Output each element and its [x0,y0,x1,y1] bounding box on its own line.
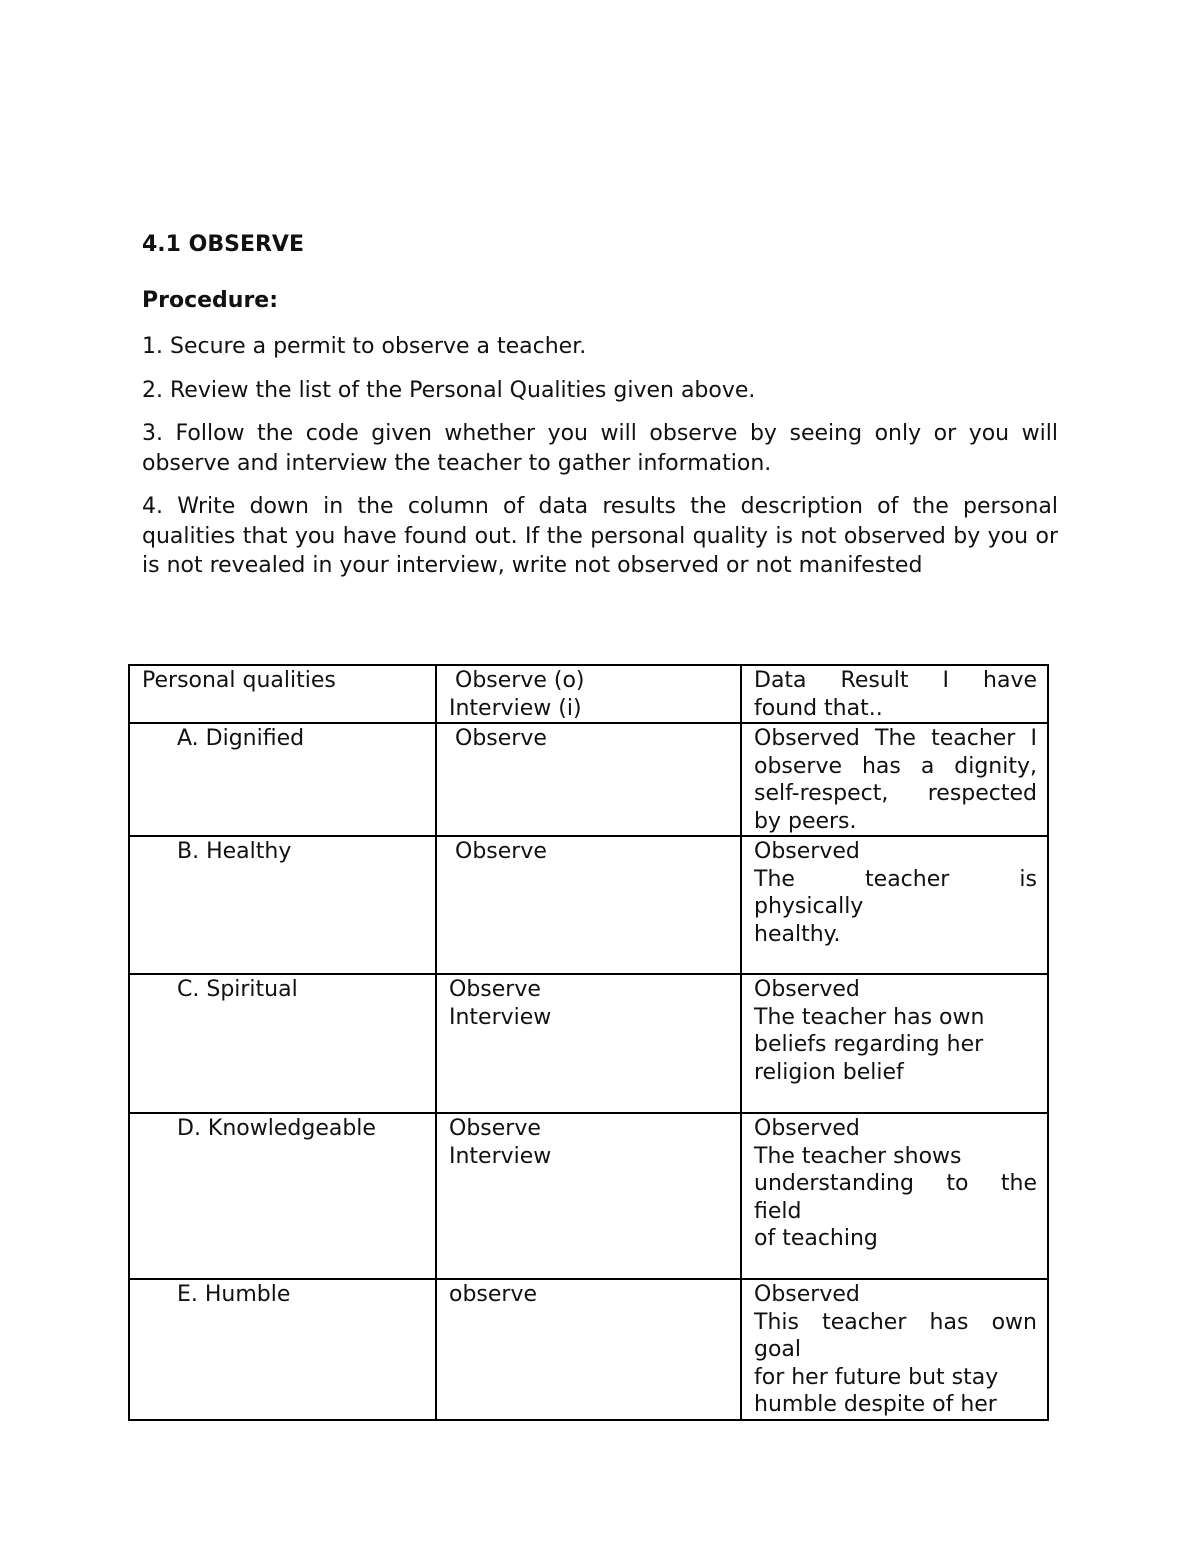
method-cell: Observe [436,836,741,974]
quality-cell: D. Knowledgeable [129,1113,436,1279]
table-row [129,723,1048,836]
table-row [129,974,1048,1113]
procedure-label: Procedure: [142,288,279,313]
method-cell: observe [436,1279,741,1420]
result-cell: Observed The teacher shows understanding to the field of teaching [741,1113,1048,1279]
quality-cell: C. Spiritual [129,974,436,1113]
procedure-step-1: 1. Secure a permit to observe a teacher. [142,334,587,359]
result-cell: Observed The teacher has own beliefs regarding her religion belief [741,974,1048,1113]
result-cell: Observed The teacher I observe has a dignity, self-respect, respected by peers. [741,723,1048,836]
header-personal-qualities: Personal qualities [129,665,436,723]
header-data-result: Data Result I have found that.. [741,665,1048,723]
personal-qualities-table [128,664,1049,1421]
result-cell: Observed The teacher is physically healthy. [741,836,1048,974]
method-cell: Observe Interview [436,1113,741,1279]
result-cell: Observed This teacher has own goal for her future but stay humble despite of her [741,1279,1048,1420]
header-observe-interview: Observe (o) Interview (i) [436,665,741,723]
table-row [129,1279,1048,1420]
quality-cell: B. Healthy [129,836,436,974]
method-cell: Observe [436,723,741,836]
document-body [142,228,1058,581]
table-row [129,1113,1048,1279]
quality-cell: A. Dignified [129,723,436,836]
procedure-step-2: 2. Review the list of the Personal Qualities given above. [142,377,756,403]
section-title: 4.1 OBSERVE [142,232,304,257]
procedure-step-4: 4. Write down in the column of data results the description of the personal qualities that you have found out. If the personal quality is not observed by you or is not revealed in your interview, write not observed or not manifested [142,494,1058,578]
table-header-row [129,665,1048,723]
table-row [129,836,1048,974]
method-cell: Observe Interview [436,974,741,1113]
procedure-step-3: 3. Follow the code given whether you will observe by seeing only or you will observe and interview the teacher to gather information. [142,421,1058,476]
quality-cell: E. Humble [129,1279,436,1420]
